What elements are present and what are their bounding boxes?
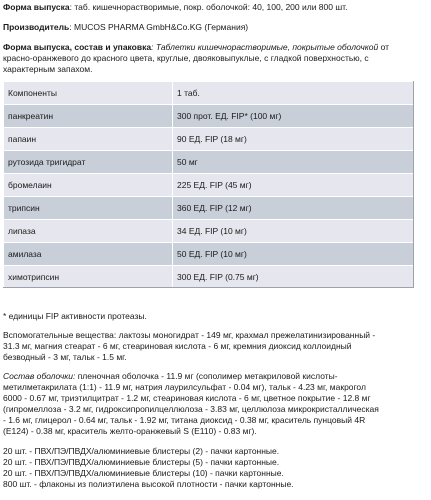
manufacturer-line bbox=[3, 22, 429, 33]
packaging-item-1: 20 шт. - ПВХ/ПЭ/ПВДХ/алюминиевые блистеры (2) - пачки картонные. bbox=[3, 446, 280, 456]
shell-line4: (гипромеллоза - 3.2 мг, гидроксипропилцеллюлоза - 3.83 мг, целлюлоза микрокристаллическая bbox=[3, 404, 379, 414]
shell-label: Состав оболочки: bbox=[3, 371, 76, 381]
shell-line1-rest: пленочная оболочка - 11.9 мг (сополимер метакриловой кислоты- bbox=[75, 371, 338, 381]
composition-heading-rest: от bbox=[378, 42, 390, 52]
table-row bbox=[4, 151, 415, 174]
composition-table bbox=[3, 81, 414, 288]
table-row bbox=[4, 197, 415, 220]
composition-heading-line3: характерным запахом. bbox=[3, 64, 93, 74]
cell-dose: 50 ЕД. FIP (10 мг) bbox=[173, 243, 415, 266]
cell-component: бромелаин bbox=[4, 174, 173, 197]
cell-component: липаза bbox=[4, 220, 173, 243]
fip-footnote: * единицы FIP активности протеазы. bbox=[3, 311, 147, 321]
excipients-line2: 31.3 мг, магния стеарат - 6 мг, стеариновая кислота - 6 мг, кремния диоксид коллоидный bbox=[3, 341, 352, 351]
shell-line6: (E124) - 0.38 мг, краситель желто-оранжевый S (E110) - 0.83 мг). bbox=[3, 426, 257, 436]
release-form-label: Форма выпуска bbox=[3, 2, 70, 12]
shell-line5: - 1.6 мг, глицерол - 0.64 мг, тальк - 1.92 мг, титана диоксид - 0.38 мг, краситель пунцовый 4R bbox=[3, 415, 366, 425]
cell-component: химотрипсин bbox=[4, 266, 173, 289]
cell-component: амилаза bbox=[4, 243, 173, 266]
header-cell-dose: 1 таб. bbox=[173, 82, 415, 105]
cell-dose: 90 ЕД. FIP (18 мг) bbox=[173, 128, 415, 151]
excipients-line1: Вспомогательные вещества: лактозы моногидрат - 149 мг, крахмал прежелатинизированный - bbox=[3, 330, 376, 340]
table-row bbox=[4, 174, 415, 197]
table-header-row bbox=[4, 82, 415, 105]
manufacturer-value: : MUCOS PHARMA GmbH&Co.KG (Германия) bbox=[69, 22, 249, 32]
packaging-item-4: 800 шт. - флаконы из полиэтилена высокой плотности - пачки картонные. bbox=[3, 479, 294, 489]
cell-dose: 225 ЕД. FIP (45 мг) bbox=[173, 174, 415, 197]
table-row bbox=[4, 128, 415, 151]
shell-line3: 6000 - 0.67 мг, триэтилцитрат - 1.2 мг, стеариновая кислота - 6 мг, цветное покрытие - 12.8 мг bbox=[3, 393, 371, 403]
composition-heading-line2: красно-оранжевого до красного цвета, круглые, двояковыпуклые, с гладкой поверхностью, с bbox=[3, 53, 369, 63]
table-row bbox=[4, 243, 415, 266]
table-row bbox=[4, 105, 415, 128]
composition-heading-italic: : Таблетки кишечнорастворимые, покрытые оболочкой bbox=[151, 42, 379, 52]
cell-dose: 360 ЕД. FIP (12 мг) bbox=[173, 197, 415, 220]
packaging-item-2: 20 шт. - ПВХ/ПЭ/ПВДХ/алюминиевые блистеры (5) - пачки картонные. bbox=[3, 457, 280, 467]
shell-line2: метилметакрилата (1:1) - 11.9 мг, натрия лаурилсульфат - 0.04 мг), тальк - 4.23 мг, макрогол bbox=[3, 382, 366, 392]
cell-dose: 300 прот. ЕД. FIP* (100 мг) bbox=[173, 105, 415, 128]
cell-component: папаин bbox=[4, 128, 173, 151]
packaging-item-3: 20 шт. - ПВХ/ПЭ/ПВДХ/алюминиевые блистеры (10) - пачки картонные. bbox=[3, 468, 284, 478]
table-row bbox=[4, 220, 415, 243]
cell-dose: 300 ЕД. FIP (0.75 мг) bbox=[173, 266, 415, 289]
cell-component: панкреатин bbox=[4, 105, 173, 128]
cell-dose: 34 ЕД. FIP (10 мг) bbox=[173, 220, 415, 243]
excipients-line3: безводный - 3 мг, тальк - 1.5 мг. bbox=[3, 352, 127, 362]
composition-heading-label: Форма выпуска, состав и упаковка bbox=[3, 42, 152, 52]
composition-table-body bbox=[4, 82, 415, 289]
release-form-value: : таб. кишечнорастворимые, покр. оболочкой: 40, 100, 200 или 800 шт. bbox=[69, 2, 348, 12]
cell-component: трипсин bbox=[4, 197, 173, 220]
shell-line1 bbox=[3, 371, 429, 382]
cell-dose: 50 мг bbox=[173, 151, 415, 174]
cell-component: рутозида тригидрат bbox=[4, 151, 173, 174]
table-row bbox=[4, 266, 415, 289]
composition-heading-line1 bbox=[3, 42, 429, 53]
header-cell-component: Компоненты bbox=[4, 82, 173, 105]
release-form-line bbox=[3, 2, 429, 13]
manufacturer-label: Производитель bbox=[3, 22, 70, 32]
